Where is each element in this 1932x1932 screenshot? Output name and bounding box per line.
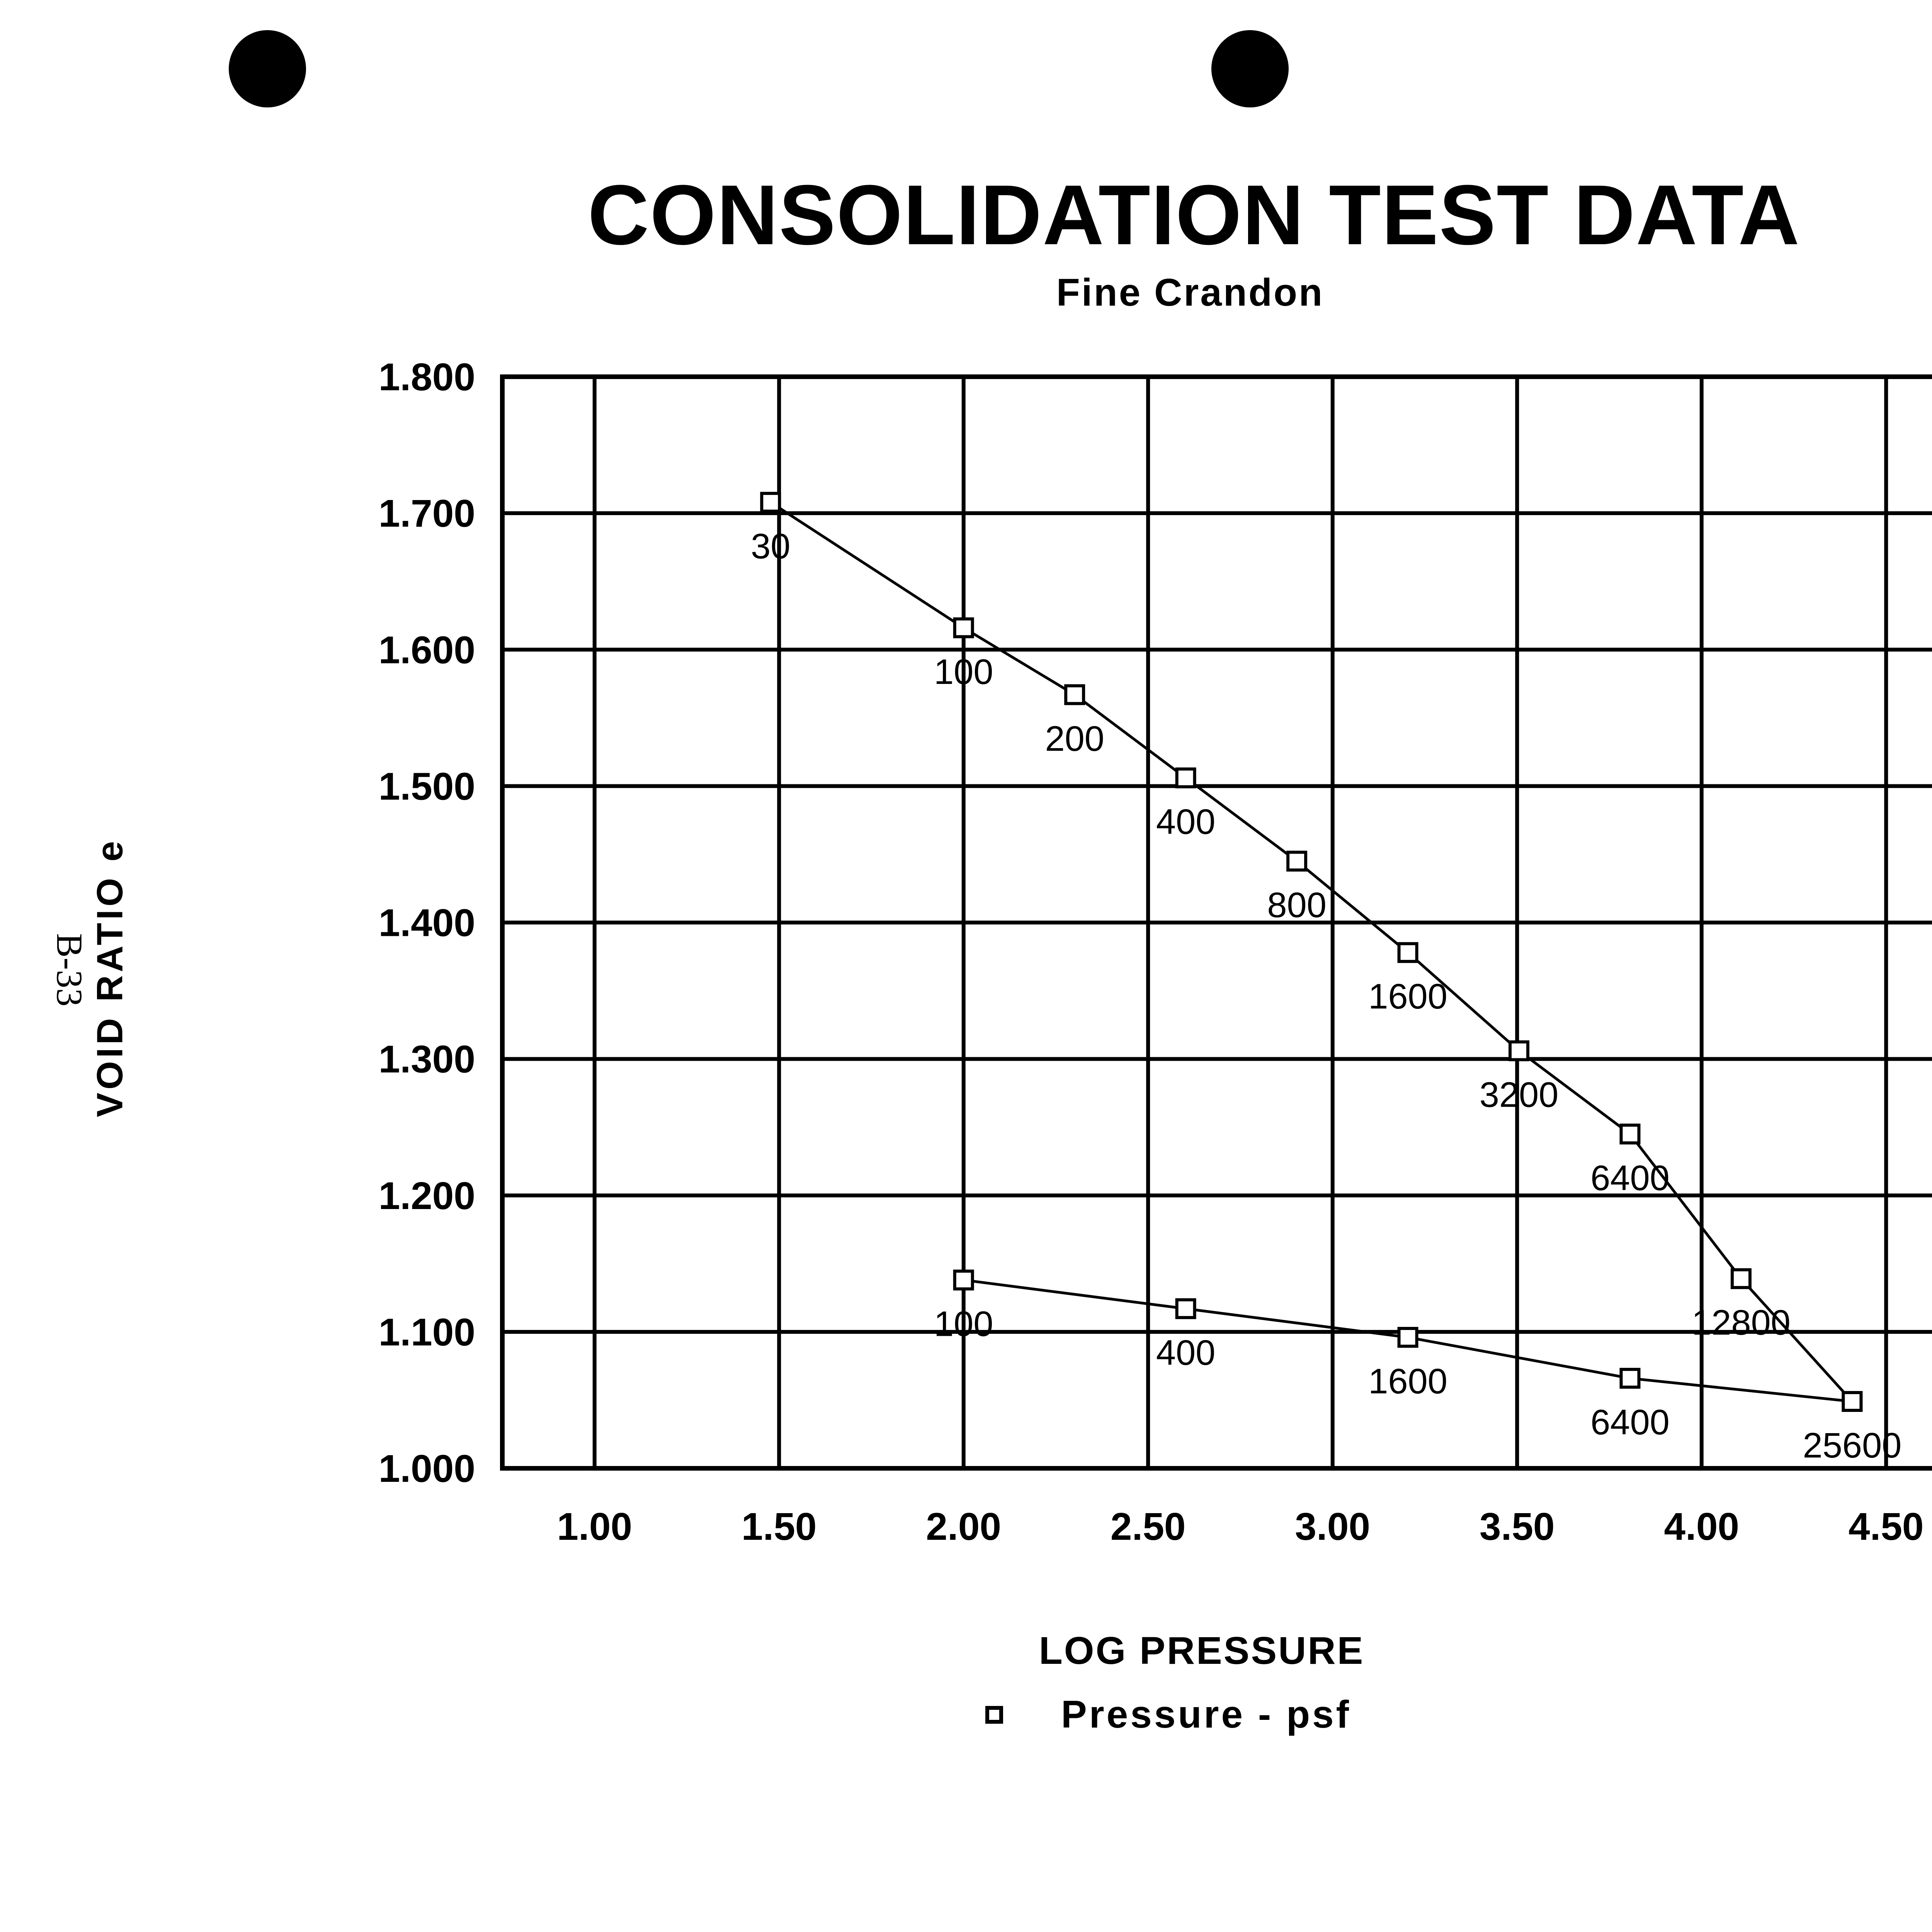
point-label: 1600 [1368,1362,1447,1401]
x-tick-label: 4.50 [1848,1505,1924,1548]
y-tick-label: 1.100 [378,1310,475,1354]
page-code: B-33 [49,933,90,1007]
data-point-marker [1399,944,1417,961]
legend [985,1692,1351,1737]
data-point-marker [1066,686,1083,704]
y-tick-label: 1.700 [378,492,475,536]
point-label: 100 [934,1304,993,1344]
chart-subtitle: Fine Crandon [1056,271,1324,314]
data-point-marker [1288,852,1306,870]
data-point-marker [1732,1270,1750,1287]
point-label: 100 [934,652,993,692]
legend-square-marker-icon [985,1706,1003,1724]
data-point-marker [762,493,779,511]
point-label: 3200 [1479,1075,1559,1115]
point-label: 1600 [1368,977,1447,1017]
data-point-marker [1621,1369,1639,1387]
y-tick-label: 1.000 [378,1447,475,1490]
x-axis-label: LOG PRESSURE [1039,1629,1365,1672]
point-label: 200 [1045,719,1104,759]
x-tick-label: 4.00 [1664,1505,1740,1548]
point-label: 12800 [1692,1303,1791,1343]
y-tick-label: 1.500 [378,765,475,808]
series-line-1 [770,502,1852,1401]
data-point-marker [955,1271,973,1289]
chart-title: CONSOLIDATION TEST DATA [587,167,1801,262]
data-point-marker [1843,1393,1861,1410]
y-axis-label: VOID RATIO e [89,838,131,1117]
y-tick-label: 1.800 [378,355,475,399]
data-point-marker [1399,1328,1417,1346]
legend-label: Pressure - psf [1061,1693,1351,1736]
point-label: 6400 [1590,1402,1670,1442]
y-tick-label: 1.200 [378,1174,475,1218]
x-tick-label: 3.00 [1295,1505,1371,1548]
x-tick-label: 1.00 [557,1505,633,1548]
point-label: 800 [1267,885,1327,925]
y-tick-label: 1.600 [378,628,475,672]
x-tick-label: 3.50 [1479,1505,1555,1548]
x-tick-label: 1.50 [741,1505,817,1548]
y-tick-label: 1.400 [378,901,475,945]
data-point-marker [1510,1042,1528,1060]
x-tick-label: 2.50 [1110,1505,1186,1548]
y-tick-label: 1.300 [378,1037,475,1081]
point-label: 25600 [1803,1425,1902,1465]
point-label: 6400 [1590,1158,1670,1198]
data-point-marker [1621,1125,1639,1143]
data-point-marker [955,619,973,637]
data-point-marker [1177,1300,1195,1318]
data-point-marker [1177,769,1195,787]
x-tick-label: 2.00 [926,1505,1002,1548]
point-label: 30 [751,526,791,566]
point-label: 400 [1156,802,1216,842]
point-label: 400 [1156,1333,1216,1372]
